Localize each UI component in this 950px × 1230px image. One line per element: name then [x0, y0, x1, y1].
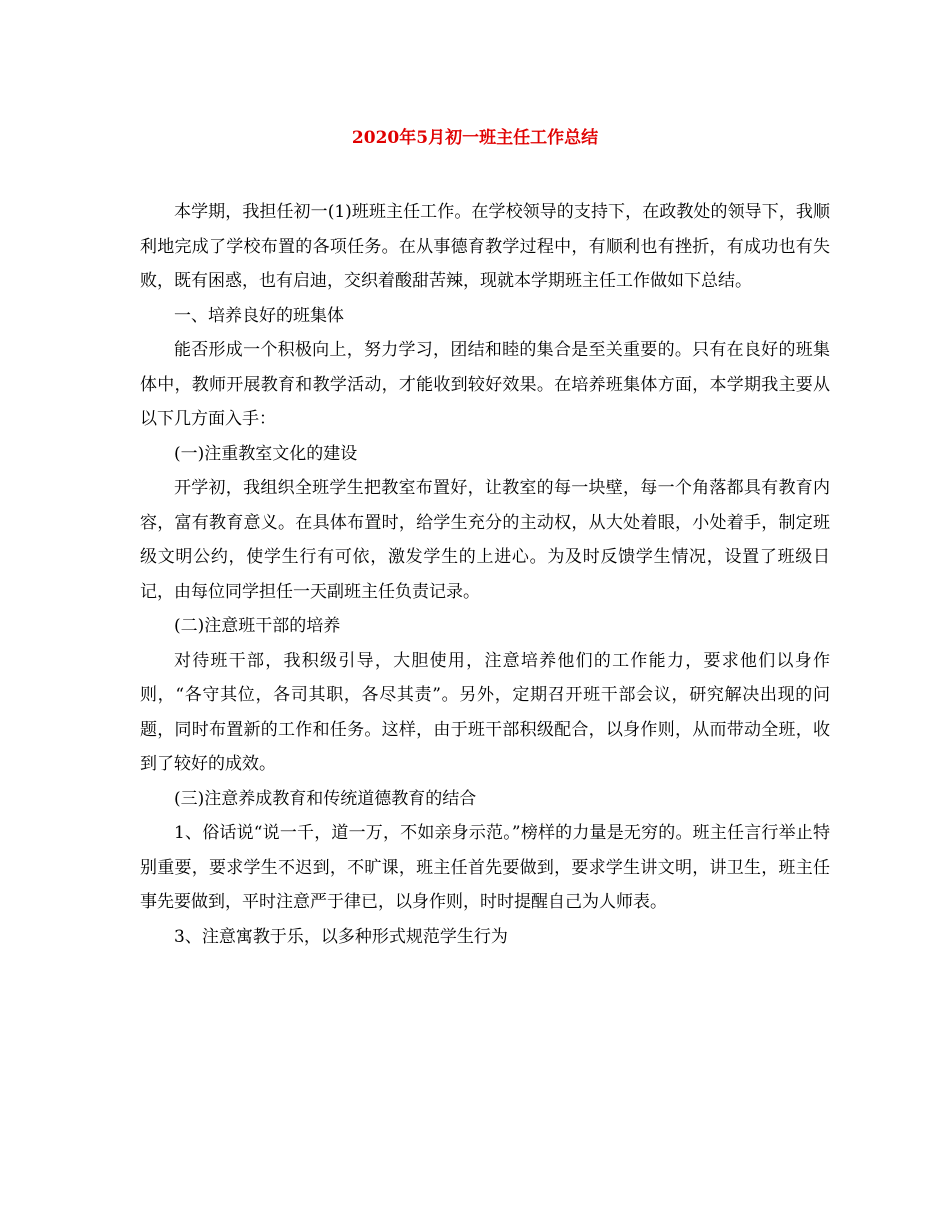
subsection-heading-1: (一)注重教室文化的建设 — [174, 443, 358, 464]
subsection-heading-3: (三)注意养成教育和传统道德教育的结合 — [174, 788, 477, 809]
section-heading-1: 一、培养良好的班集体 — [174, 305, 344, 326]
paragraph-class-collective: 能否形成一个积极向上，努力学习，团结和睦的集合是至关重要的。只有在良好的班集体中，教师开展教育和教学活动，才能收到较好效果。在培养班集体方面，本学期我主要从以下几方面入手： — [140, 340, 830, 429]
subsection-heading-2: (二)注意班干部的培养 — [174, 616, 341, 636]
paragraph-intro: 本学期，我担任初一(1)班班主任工作。在学校领导的支持下，在政教处的领导下，我顺利地完成了学校布置的各项任务。在从事德育教学过程中，有顺利也有挫折，有成功也有失败，既有困惑，也有启迪，交织着酸甜苦辣，现就本学期班主任工作做如下总结。 — [140, 202, 830, 291]
paragraph-class-cadres: 对待班干部，我积级引导，大胆使用，注意培养他们的工作能力，要求他们以身作则，“各守其位，各司其职，各尽其责”。另外，定期召开班干部会议，研究解决出现的问题，同时布置新的工作和任务。这样，由于班干部积级配合，以身作则，从而带动全班，收到了较好的成效。 — [140, 650, 830, 774]
document-title: 2020年5月初一班主任工作总结 — [351, 128, 599, 148]
paragraph-role-model: 1、俗话说“说一千，道一万，不如亲身示范。”榜样的力量是无穷的。班主任言行举止特别重要，要求学生不迟到，不旷课，班主任首先要做到，要求学生讲文明，讲卫生，班主任事先要做到，平时注意严于律已，以身作则，时时提醒自己为人师表。 — [140, 823, 830, 912]
document-body — [140, 195, 830, 954]
paragraph-classroom-culture: 开学初，我组织全班学生把教室布置好，让教室的每一块壁，每一个角落都具有教育内容，富有教育意义。在具体布置时，给学生充分的主动权，从大处着眼，小处着手，制定班级文明公约，使学生行有可依，激发学生的上进心。为及时反馈学生情况，设置了班级日记，由每位同学担任一天副班主任负责记录。 — [140, 478, 830, 602]
paragraph-point-3: 3、注意寓教于乐，以多种形式规范学生行为 — [174, 926, 508, 947]
